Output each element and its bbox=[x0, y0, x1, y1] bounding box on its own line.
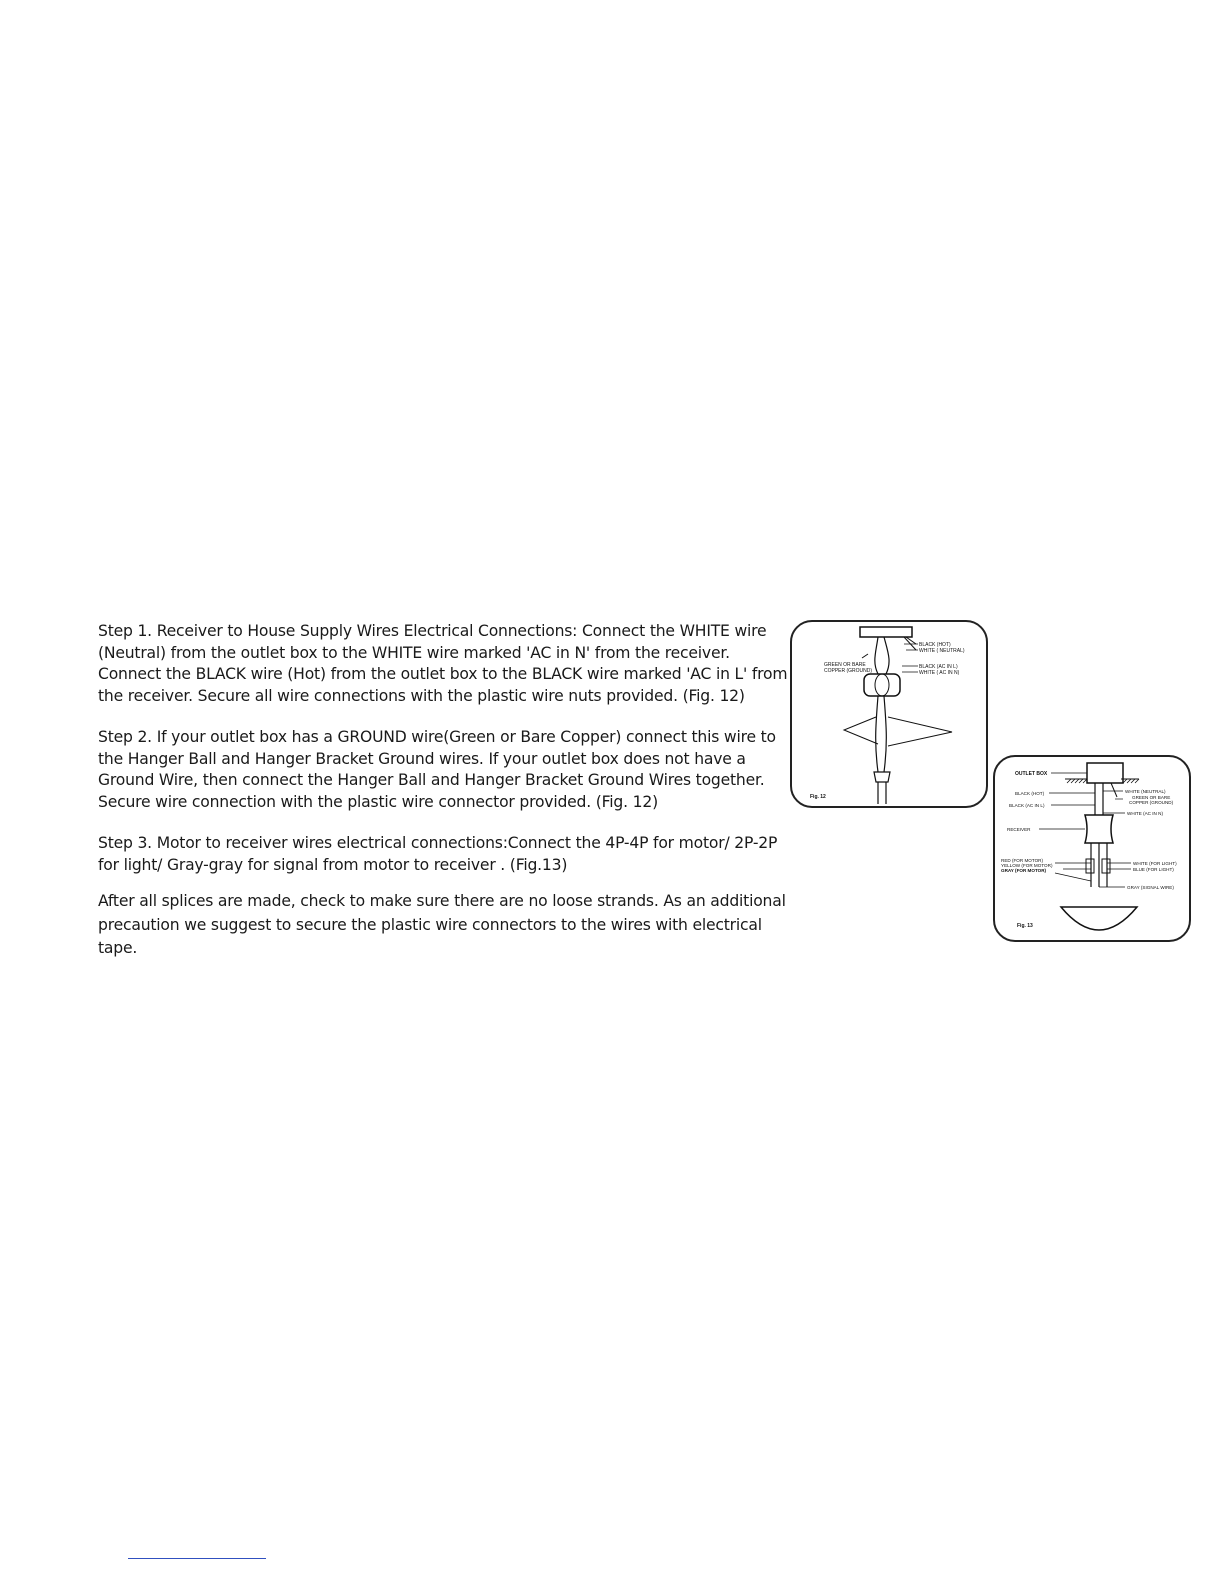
fig13-label-black-ac-in-l: BLACK (AC IN L) bbox=[1009, 803, 1045, 808]
light-connector bbox=[1102, 859, 1110, 873]
fig13-label-outlet-box: OUTLET BOX bbox=[1015, 771, 1048, 777]
fig13-caption: Fig. 13 bbox=[1017, 923, 1033, 929]
fig13-label-gray-motor: GRAY (FOR MOTOR) bbox=[1001, 868, 1047, 873]
hanger-ball bbox=[864, 674, 900, 696]
mounting-bracket bbox=[860, 627, 912, 637]
fig13-label-white-light: WHITE (FOR LIGHT) bbox=[1133, 861, 1177, 866]
fig-12-wiring-diagram bbox=[790, 620, 988, 808]
motor-housing bbox=[1061, 907, 1137, 930]
fig13-label-black-hot: BLACK (HOT) bbox=[1015, 791, 1045, 796]
receiver-body bbox=[1085, 815, 1113, 843]
fig13-label-white-neutral: WHITE (NEUTRAL) bbox=[1125, 789, 1166, 794]
step-1-paragraph: Step 1. Receiver to House Supply Wires Electrical Connections: Connect the WHITE wire (Neutral) from the outlet box to the WHITE wire marked 'AC in N' from the receiver. Connect the BLACK wire (Hot) from the outlet box to the BLACK wire marked 'AC in L' from the receiver. Secure all wire connections with the plastic wire nuts provided. (Fig. 12) bbox=[98, 622, 788, 705]
fig13-label-yellow-motor: YELLOW (FOR MOTOR) bbox=[1001, 863, 1053, 868]
fig13-label-receiver: RECEIVER bbox=[1007, 827, 1031, 832]
fig13-label-gray-signal: GRAY (SIGNAL WIRE) bbox=[1127, 885, 1174, 890]
fig13-label-red-motor: RED (FOR MOTOR) bbox=[1001, 858, 1044, 863]
fig12-label-copper-ground: COPPER (GROUND) bbox=[824, 668, 873, 674]
additional-precaution-note: After all splices are made, check to make sure there are no loose strands. As an additional precaution we suggest to secure the plastic wire connectors to the wires with electrical tape. bbox=[98, 892, 786, 957]
fig13-label-white-ac-in-n: WHITE (AC IN N) bbox=[1127, 811, 1163, 816]
fig12-caption: Fig. 12 bbox=[810, 794, 826, 800]
fig12-label-white-neutral: WHITE ( NEUTRAL) bbox=[919, 648, 965, 654]
step-3-paragraph: Step 3. Motor to receiver wires electrical connections:Connect the 4P-4P for motor/ 2P-2P for light/ Gray-gray for signal from motor to receiver . (Fig.13) bbox=[98, 834, 778, 874]
motor-connector bbox=[1086, 859, 1094, 873]
fig13-label-blue-light: BLUE (FOR LIGHT) bbox=[1133, 867, 1174, 872]
fig13-label-copper-ground: COPPER (GROUND) bbox=[1129, 800, 1174, 805]
fig-12-drawing bbox=[792, 622, 986, 806]
fig-13-wiring-diagram bbox=[993, 755, 1191, 942]
fig12-label-green-bare: GREEN OR BARE bbox=[824, 662, 866, 668]
step-2-paragraph: Step 2. If your outlet box has a GROUND wire(Green or Bare Copper) connect this wire to the Hanger Ball and Hanger Bracket Ground wires. If your outlet box does not have a Ground Wire, then connect the Hanger Ball and Hanger Bracket Ground Wires together. Secure wire connection with the plastic wire connector provided. (Fig. 12) bbox=[98, 728, 776, 811]
fig13-label-green-bare: GREEN OR BARE bbox=[1132, 795, 1171, 800]
fig12-label-black-ac-in-l: BLACK (AC IN L) bbox=[919, 664, 958, 670]
fig-13-drawing bbox=[995, 757, 1189, 940]
fig12-label-white-ac-in-n: WHITE ( AC IN N) bbox=[919, 670, 960, 676]
footnote-rule bbox=[128, 1558, 266, 1559]
outlet-box bbox=[1087, 763, 1123, 783]
fig12-label-black-hot: BLACK (HOT) bbox=[919, 642, 951, 648]
instruction-text bbox=[98, 621, 788, 961]
